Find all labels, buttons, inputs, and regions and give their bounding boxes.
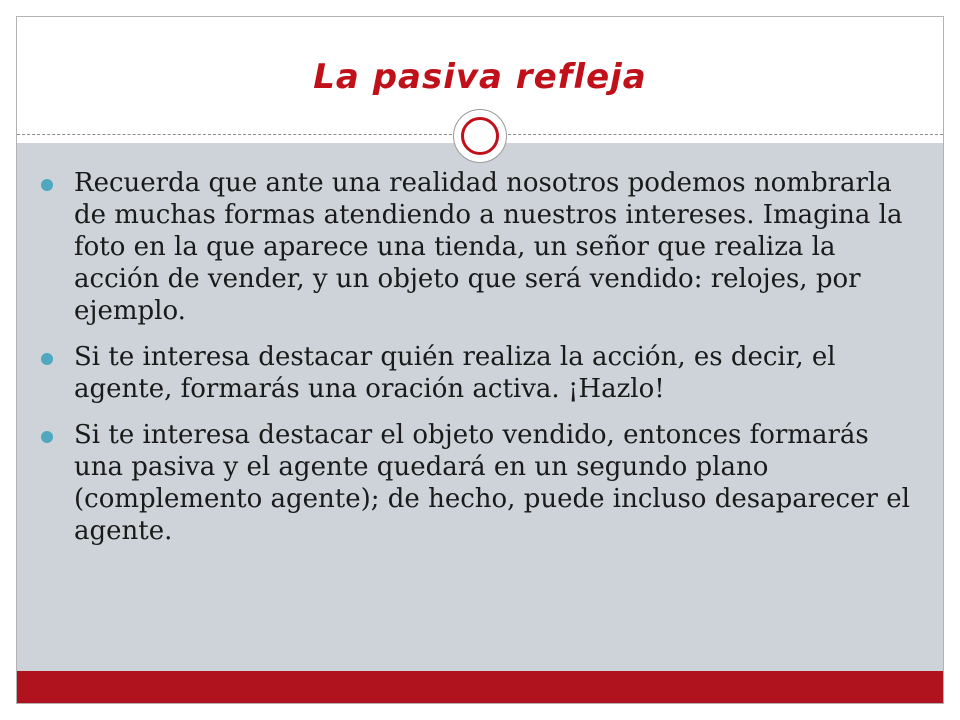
slide-title: La pasiva refleja: [313, 57, 647, 97]
title-divider-left: [17, 134, 457, 135]
circle-ornament-icon: [453, 109, 507, 163]
bullet-text: Si te interesa destacar el objeto vendido, entonces formarás una pasiva y el agente quedará en un segundo plano (complemento agente); de hecho, puede incluso desaparecer el agente.: [74, 420, 910, 546]
bullet-item: [17, 167, 943, 327]
bottom-bar: [17, 671, 943, 703]
bullet-list: [17, 167, 943, 561]
bullet-text: Si te interesa destacar quién realiza la acción, es decir, el agente, formarás una oración activa. ¡Hazlo!: [74, 342, 836, 404]
bullet-dot-icon: [41, 431, 53, 443]
title-divider-right: [503, 134, 943, 135]
bullet-item: [17, 419, 943, 547]
slide: [16, 16, 944, 704]
bullet-item: [17, 341, 943, 405]
bullet-dot-icon: [41, 179, 53, 191]
bullet-dot-icon: [41, 353, 53, 365]
circle-ornament-ring: [461, 117, 499, 155]
bullet-text: Recuerda que ante una realidad nosotros podemos nombrarla de muchas formas atendiendo a nuestros intereses. Imagina la foto en la que aparece una tienda, un señor que realiza la acción de vender, y un objeto que será vendido: relojes, por ejemplo.: [74, 168, 903, 326]
